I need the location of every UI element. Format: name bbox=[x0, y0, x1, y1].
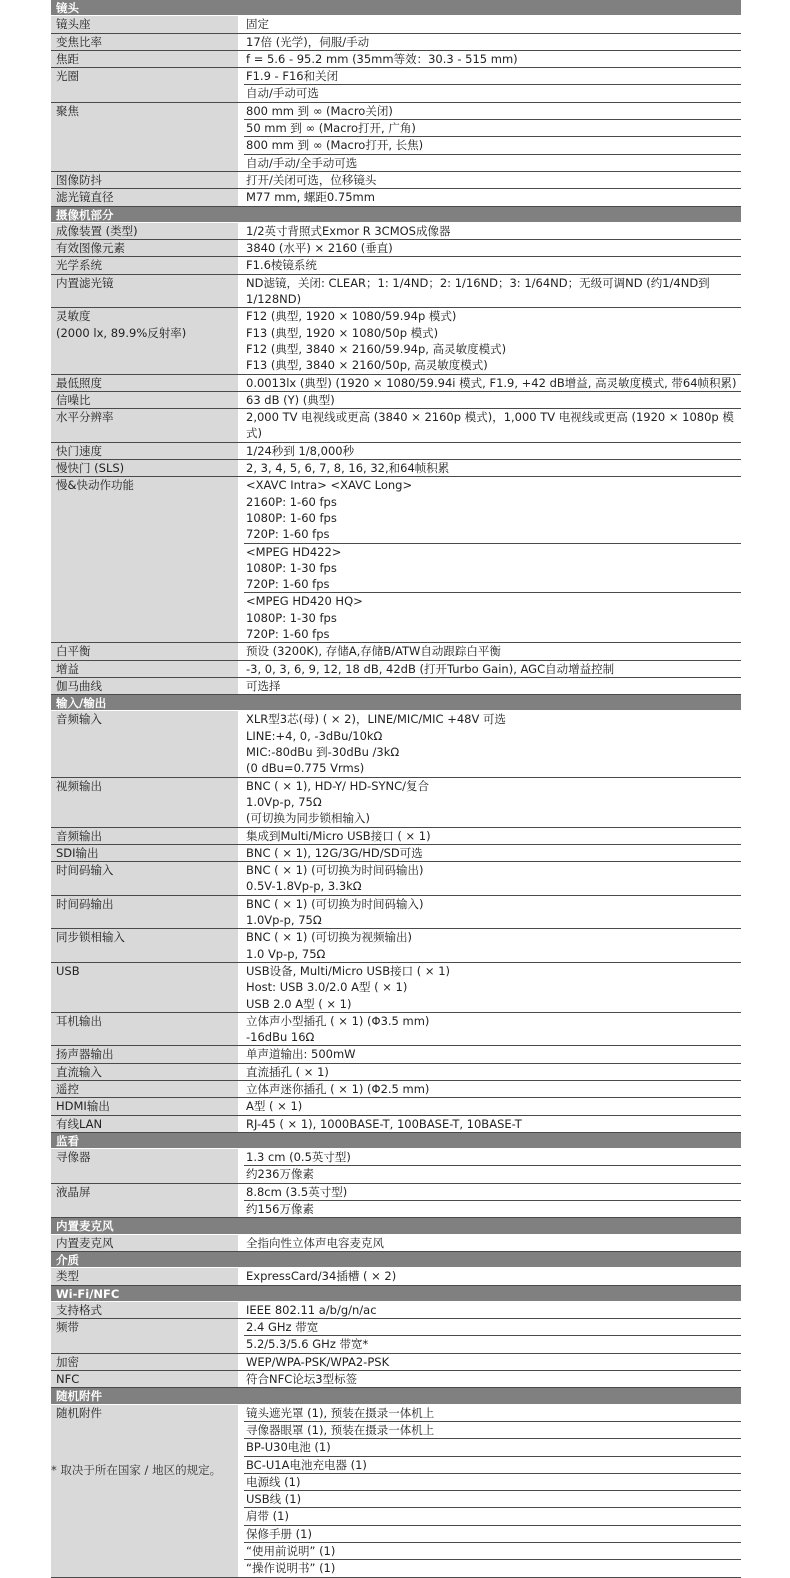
spec-values bbox=[244, 1184, 741, 1218]
spec-values bbox=[244, 1064, 741, 1080]
spec-label: 成像装置 (类型) bbox=[51, 223, 244, 239]
spec-value: 立体声迷你插孔 ( × 1) (Φ2.5 mm) bbox=[246, 1082, 430, 1096]
spec-label: 视频输出 bbox=[51, 778, 244, 827]
spec-row bbox=[51, 392, 741, 409]
spec-values bbox=[244, 477, 741, 642]
spec-row bbox=[51, 929, 741, 963]
spec-value: 镜头遮光罩 (1), 预装在摄录一体机上 bbox=[246, 1405, 435, 1420]
spec-value: A型 ( × 1) bbox=[246, 1099, 303, 1114]
spec-values bbox=[244, 189, 741, 205]
spec-row bbox=[51, 711, 741, 777]
spec-label: 加密 bbox=[51, 1354, 244, 1370]
spec-values bbox=[244, 409, 741, 442]
spec-values bbox=[244, 929, 741, 962]
spec-row bbox=[51, 275, 741, 309]
spec-value: <MPEG HD420 HQ> 1080P: 1-30 fps 720P: 1-60 fps bbox=[244, 592, 741, 642]
spec-values bbox=[244, 460, 741, 476]
spec-values bbox=[244, 308, 741, 373]
spec-values bbox=[244, 51, 741, 67]
spec-values bbox=[244, 896, 741, 929]
spec-label: 寻像器 bbox=[51, 1149, 244, 1183]
spec-value: F12 (典型, 1920 × 1080/59.94p 模式) F13 (典型, 1920 × 1080/50p 模式) F12 (典型, 3840 × 2160/59.94p, 高灵敏度模式) F13 (典型, 3840 × 2160/50p, 高灵敏度模式) bbox=[246, 309, 507, 373]
spec-label: 内置麦克风 bbox=[51, 1235, 244, 1251]
spec-value: 寻像器眼罩 (1), 预装在摄录一体机上 bbox=[244, 1421, 741, 1438]
spec-row bbox=[51, 862, 741, 896]
section-header: Wi-Fi/NFC bbox=[51, 1286, 741, 1302]
spec-row bbox=[51, 778, 741, 828]
spec-label: 水平分辨率 bbox=[51, 409, 244, 442]
spec-value: ND滤镜，关闭: CLEAR；1: 1/4ND；2: 1/16ND；3: 1/64ND；无级可调ND (约1/4ND到1/128ND) bbox=[246, 275, 710, 307]
spec-values bbox=[244, 862, 741, 895]
spec-value: 固定 bbox=[246, 17, 269, 32]
spec-value: WEP/WPA-PSK/WPA2-PSK bbox=[246, 1354, 390, 1369]
spec-label: 镜头座 bbox=[51, 16, 244, 32]
spec-values bbox=[244, 16, 741, 32]
spec-value: 3840 (水平) × 2160 (垂直) bbox=[246, 241, 393, 256]
spec-label: 焦距 bbox=[51, 51, 244, 67]
spec-values bbox=[244, 103, 741, 171]
spec-values bbox=[244, 828, 741, 844]
spec-row bbox=[51, 1149, 741, 1184]
spec-label: NFC bbox=[51, 1371, 244, 1387]
spec-value: 800 mm 到 ∞ (Macro关闭) bbox=[246, 103, 393, 118]
spec-row bbox=[51, 1319, 741, 1354]
spec-value: BNC ( × 1) (可切换为视频输出) 1.0 Vp-p, 75Ω bbox=[246, 930, 413, 961]
section-header: 介质 bbox=[51, 1252, 741, 1268]
spec-label: 支持格式 bbox=[51, 1302, 244, 1318]
spec-value: 预设 (3200K), 存储A,存储B/ATW自动跟踪白平衡 bbox=[246, 644, 501, 659]
spec-row bbox=[51, 189, 741, 206]
spec-row bbox=[51, 223, 741, 240]
spec-value: 单声道输出: 500mW bbox=[246, 1047, 356, 1062]
spec-row bbox=[51, 443, 741, 460]
spec-row bbox=[51, 375, 741, 392]
spec-value: USB线 (1) bbox=[244, 1490, 741, 1507]
spec-label: SDI输出 bbox=[51, 845, 244, 861]
spec-row bbox=[51, 1302, 741, 1319]
spec-value: 可选择 bbox=[246, 678, 281, 693]
spec-value: -3, 0, 3, 6, 9, 12, 18 dB, 42dB (打开Turbo Gain), AGC自动增益控制 bbox=[246, 661, 615, 676]
section-header: 内置麦克风 bbox=[51, 1218, 741, 1234]
spec-label: 遥控 bbox=[51, 1081, 244, 1097]
spec-value: 全指向性立体声电容麦克风 bbox=[246, 1235, 384, 1250]
spec-row bbox=[51, 34, 741, 51]
spec-value: 直流插孔 ( × 1) bbox=[246, 1064, 329, 1079]
spec-row bbox=[51, 308, 741, 374]
section-header: 输入/输出 bbox=[51, 695, 741, 711]
spec-label: 音频输出 bbox=[51, 828, 244, 844]
spec-values bbox=[244, 1354, 741, 1370]
section-header: 监看 bbox=[51, 1133, 741, 1149]
spec-row bbox=[51, 1371, 741, 1388]
spec-value: BNC ( × 1) (可切换为时间码输入) 1.0Vp-p, 75Ω bbox=[246, 896, 424, 928]
spec-value: 自动/手动/全手动可选 bbox=[244, 154, 741, 171]
spec-row bbox=[51, 896, 741, 930]
spec-label: 聚焦 bbox=[51, 103, 244, 171]
spec-row bbox=[51, 257, 741, 274]
spec-value: 2.4 GHz 带宽 bbox=[246, 1320, 319, 1335]
spec-row bbox=[51, 1098, 741, 1115]
spec-values bbox=[244, 257, 741, 273]
spec-label: 同步锁相输入 bbox=[51, 929, 244, 962]
spec-label: 类型 bbox=[51, 1268, 244, 1284]
spec-label: 白平衡 bbox=[51, 643, 244, 659]
spec-value: 立体声小型插孔 ( × 1) (Φ3.5 mm) -16dBu 16Ω bbox=[246, 1013, 430, 1045]
spec-row bbox=[51, 643, 741, 660]
spec-value: 约156万像素 bbox=[244, 1200, 741, 1217]
spec-value: 0.0013lx (典型) (1920 × 1080/59.94i 模式, F1.9, +42 dB增益, 高灵敏度模式, 带64帧积累) bbox=[246, 375, 737, 390]
spec-value: 约236万像素 bbox=[244, 1165, 741, 1182]
spec-row bbox=[51, 240, 741, 257]
spec-values bbox=[244, 392, 741, 408]
spec-label: 耳机输出 bbox=[51, 1013, 244, 1046]
spec-label: 伽马曲线 bbox=[51, 678, 244, 694]
spec-row bbox=[51, 68, 741, 103]
spec-values bbox=[244, 678, 741, 694]
spec-values bbox=[244, 711, 741, 776]
spec-label: 有效图像元素 bbox=[51, 240, 244, 256]
spec-values bbox=[244, 1046, 741, 1062]
spec-value: BC-U1A电池充电器 (1) bbox=[244, 1456, 741, 1473]
spec-value: F1.6棱镜系统 bbox=[246, 258, 317, 273]
spec-values bbox=[244, 223, 741, 239]
spec-values bbox=[244, 963, 741, 1012]
spec-label: 增益 bbox=[51, 661, 244, 677]
spec-value: BNC ( × 1), 12G/3G/HD/SD可选 bbox=[246, 845, 423, 860]
spec-label: 时间码输出 bbox=[51, 896, 244, 929]
spec-label: 慢&快动作功能 bbox=[51, 477, 244, 642]
spec-label: 液晶屏 bbox=[51, 1184, 244, 1218]
spec-label: 频带 bbox=[51, 1319, 244, 1353]
spec-value: <XAVC Intra> <XAVC Long> 2160P: 1-60 fps 1080P: 1-60 fps 720P: 1-60 fps bbox=[246, 478, 413, 542]
spec-value: 1/24秒到 1/8,000秒 bbox=[246, 443, 355, 458]
spec-row bbox=[51, 1235, 741, 1252]
spec-value: 电源线 (1) bbox=[244, 1473, 741, 1490]
spec-value: “使用前说明” (1) bbox=[244, 1542, 741, 1559]
spec-value: F1.9 - F16和关闭 bbox=[246, 69, 339, 84]
spec-row bbox=[51, 172, 741, 189]
spec-row bbox=[51, 16, 741, 33]
section-header: 摄像机部分 bbox=[51, 207, 741, 223]
spec-values bbox=[244, 443, 741, 459]
spec-value: 集成到Multi/Micro USB接口 ( × 1) bbox=[246, 828, 431, 843]
section-header: 镜头 bbox=[51, 0, 741, 16]
spec-value: M77 mm, 螺距0.75mm bbox=[246, 190, 375, 205]
spec-label: 光学系统 bbox=[51, 257, 244, 273]
spec-values bbox=[244, 275, 741, 308]
spec-values bbox=[244, 643, 741, 659]
spec-value: 符合NFC论坛3型标签 bbox=[246, 1372, 358, 1387]
spec-value: 17倍 (光学)，伺服/手动 bbox=[246, 34, 370, 49]
spec-value: BNC ( × 1) (可切换为时间码输出) 0.5V-1.8Vp-p, 3.3kΩ bbox=[246, 863, 424, 894]
spec-row bbox=[51, 103, 741, 172]
spec-values bbox=[244, 68, 741, 102]
spec-row bbox=[51, 1081, 741, 1098]
spec-values bbox=[244, 1405, 741, 1577]
spec-value: 打开/关闭可选，位移镜头 bbox=[246, 172, 377, 187]
section-header: 随机附件 bbox=[51, 1388, 741, 1404]
spec-value: 2, 3, 4, 5, 6, 7, 8, 16, 32,和64帧积累 bbox=[246, 461, 450, 476]
spec-value: RJ-45 ( × 1), 1000BASE-T, 100BASE-T, 10BASE-T bbox=[246, 1116, 522, 1131]
spec-row bbox=[51, 1184, 741, 1219]
spec-value: ExpressCard/34插槽 ( × 2) bbox=[246, 1269, 397, 1284]
spec-values bbox=[244, 1149, 741, 1183]
spec-values bbox=[244, 778, 741, 827]
spec-value: 自动/手动可选 bbox=[244, 84, 741, 101]
spec-values bbox=[244, 34, 741, 50]
spec-value: 肩带 (1) bbox=[244, 1507, 741, 1524]
spec-values bbox=[244, 1081, 741, 1097]
spec-value: BNC ( × 1), HD-Y/ HD-SYNC/复合 1.0Vp-p, 75Ω (可切换为同步锁相输入) bbox=[246, 778, 430, 826]
spec-label: 音频输入 bbox=[51, 711, 244, 776]
spec-row bbox=[51, 1116, 741, 1133]
spec-label: HDMI输出 bbox=[51, 1098, 244, 1114]
spec-label: 滤光镜直径 bbox=[51, 189, 244, 205]
spec-values bbox=[244, 375, 741, 391]
footnote: * 取决于所在国家 / 地区的规定。 bbox=[51, 1463, 222, 1477]
spec-values bbox=[244, 1235, 741, 1251]
spec-row bbox=[51, 678, 741, 695]
spec-value: IEEE 802.11 a/b/g/n/ac bbox=[246, 1302, 377, 1317]
spec-label: 直流输入 bbox=[51, 1064, 244, 1080]
spec-value: 800 mm 到 ∞ (Macro打开, 长焦) bbox=[244, 136, 741, 153]
spec-value: 50 mm 到 ∞ (Macro打开, 广角) bbox=[244, 119, 741, 136]
spec-label: 最低照度 bbox=[51, 375, 244, 391]
spec-label: 随机附件 bbox=[51, 1405, 244, 1577]
spec-values bbox=[244, 240, 741, 256]
spec-row bbox=[51, 1405, 741, 1578]
spec-values bbox=[244, 1319, 741, 1353]
spec-values bbox=[244, 1371, 741, 1387]
spec-label: 快门速度 bbox=[51, 443, 244, 459]
spec-value: “操作说明书” (1) bbox=[244, 1559, 741, 1576]
spec-row bbox=[51, 1064, 741, 1081]
spec-value: USB设备, Multi/Micro USB接口 ( × 1) Host: USB 3.0/2.0 A型 ( × 1) USB 2.0 A型 ( × 1) bbox=[246, 963, 451, 1011]
spec-value: 保修手册 (1) bbox=[244, 1525, 741, 1542]
spec-row bbox=[51, 828, 741, 845]
spec-row bbox=[51, 409, 741, 443]
spec-value: f = 5.6 - 95.2 mm (35mm等效：30.3 - 515 mm) bbox=[246, 51, 518, 66]
spec-values bbox=[244, 1098, 741, 1114]
spec-label: 内置滤光镜 bbox=[51, 275, 244, 308]
spec-values bbox=[244, 1268, 741, 1284]
spec-values bbox=[244, 661, 741, 677]
spec-row bbox=[51, 1268, 741, 1285]
spec-row bbox=[51, 963, 741, 1013]
spec-value: 1.3 cm (0.5英寸型) bbox=[246, 1150, 351, 1165]
spec-row bbox=[51, 1354, 741, 1371]
spec-value: <MPEG HD422> 1080P: 1-30 fps 720P: 1-60 fps bbox=[244, 543, 741, 593]
spec-label: 扬声器输出 bbox=[51, 1046, 244, 1062]
spec-value: 63 dB (Y) (典型) bbox=[246, 392, 335, 407]
spec-values bbox=[244, 172, 741, 188]
spec-row bbox=[51, 661, 741, 678]
spec-table bbox=[51, 0, 741, 1578]
spec-value: XLR型3芯(母) ( × 2)，LINE/MIC/MIC +48V 可选 LINE:+4, 0, -3dBu/10kΩ MIC:-80dBu 到-30dBu /3kΩ (0 dBu=0.775 Vrms) bbox=[246, 712, 507, 776]
spec-row bbox=[51, 1013, 741, 1047]
spec-label: 图像防抖 bbox=[51, 172, 244, 188]
spec-value: 2,000 TV 电视线或更高 (3840 × 2160p 模式)，1,000 TV 电视线或更高 (1920 × 1080p 模式) bbox=[246, 410, 734, 441]
spec-value: 8.8cm (3.5英寸型) bbox=[246, 1184, 348, 1199]
spec-row bbox=[51, 460, 741, 477]
spec-value: BP-U30电池 (1) bbox=[244, 1438, 741, 1455]
spec-row bbox=[51, 1046, 741, 1063]
spec-row bbox=[51, 845, 741, 862]
spec-values bbox=[244, 845, 741, 861]
spec-label: 有线LAN bbox=[51, 1116, 244, 1132]
spec-label: 光圈 bbox=[51, 68, 244, 102]
spec-label: 灵敏度 (2000 lx, 89.9%反射率) bbox=[51, 308, 244, 373]
spec-label: 变焦比率 bbox=[51, 34, 244, 50]
spec-label: 慢快门 (SLS) bbox=[51, 460, 244, 476]
spec-values bbox=[244, 1013, 741, 1046]
spec-row bbox=[51, 477, 741, 643]
spec-values bbox=[244, 1302, 741, 1318]
spec-label: USB bbox=[51, 963, 244, 1012]
spec-label: 信噪比 bbox=[51, 392, 244, 408]
spec-value: 1/2英寸背照式Exmor R 3CMOS成像器 bbox=[246, 223, 451, 238]
spec-value: 5.2/5.3/5.6 GHz 带宽* bbox=[244, 1335, 741, 1352]
spec-label: 时间码输入 bbox=[51, 862, 244, 895]
spec-values bbox=[244, 1116, 741, 1132]
spec-row bbox=[51, 51, 741, 68]
